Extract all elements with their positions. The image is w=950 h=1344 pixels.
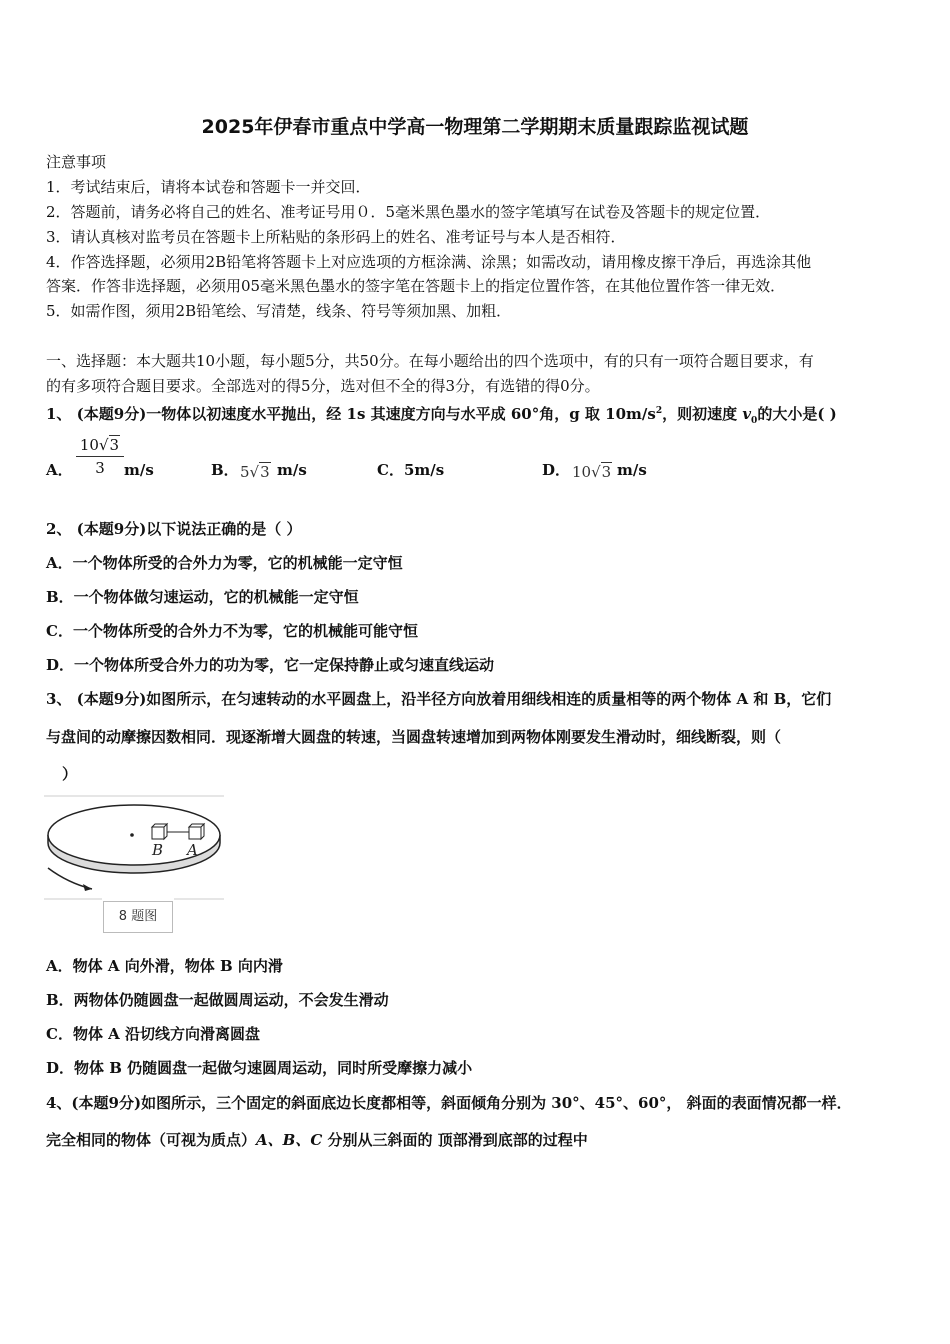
q2-option: D．一个物体所受合外力的功为零，它一定保持静止或匀速直线运动 [46,656,495,674]
q3-option: D．物体 B 仍随圆盘一起做匀速圆周运动，同时所受摩擦力减小 [46,1059,473,1077]
q1-option-b-value: 5√3 [240,463,270,481]
question-4-stem: 完全相同的物体（可视为质点）A、B、C 分别从三斜面的 顶部滑到底部的过程中 [46,1131,588,1149]
q1-option-b-unit: m/s [277,461,307,479]
question-2-stem: 2、 (本题9分)以下说法正确的是（ ） [46,520,302,538]
q2-option: A．一个物体所受的合外力为零，它的机械能一定守恒 [46,554,403,572]
q1-option-b-label: B． [211,461,239,479]
notice-item: 2．答题前，请务必将自己的姓名、准考证号用０．5毫米黑色墨水的签字笔填写在试卷及答题卡的规定位置． [46,203,771,221]
notice-item: 5．如需作图，须用2B铅笔绘、写清楚，线条、符号等须加黑、加粗． [46,302,512,320]
notice-item: 1．考试结束后，请将本试卷和答题卡一并交回． [46,178,371,196]
q1-option-d-unit: m/s [617,461,647,479]
page-title: 2025年伊春市重点中学高一物理第二学期期末质量跟踪监视试题 [201,116,749,138]
q1-option-d-label: D． [542,461,571,479]
svg-text:A: A [187,841,198,859]
figure-caption: 8 题图 [103,901,173,933]
question-3-stem: 3、 (本题9分)如图所示，在匀速转动的水平圆盘上，沿半径方向放着用细线相连的质量相等的两个物体 A 和 B，它们 [46,690,832,708]
notice-item: 答案．作答非选择题，必须用05毫米黑色墨水的签字笔在答题卡上的指定位置作答，在其他位置作答一律无效． [46,277,786,295]
question-1-stem: 1、 (本题9分)一物体以初速度水平抛出，经 1s 其速度方向与水平成 60°角，g 取 $10m/s^2$，则初速度 $v_0$的大小是( ) [46,405,837,426]
svg-text:B: B [152,841,164,859]
question-3-stem: 与盘间的动摩擦因数相同．现逐渐增大圆盘的转速，当圆盘转速增加到两物体刚要发生滑动时，细线断裂，则（ [46,728,782,746]
question-4-stem: 4、(本题9分)如图所示，三个固定的斜面底边长度都相等，斜面倾角分别为 30°、45°、60°， 斜面的表面情况都一样． [46,1094,852,1112]
q2-option: C．一个物体所受的合外力不为零，它的机械能可能守恒 [46,622,418,640]
section-intro: 一、选择题：本大题共10小题，每小题5分，共50分。在每小题给出的四个选项中，有的只有一项符合题目要求，有 [46,352,814,370]
q2-option: B．一个物体做匀速运动，它的机械能一定守恒 [46,588,359,606]
section-intro: 的有多项符合题目要求。全部选对的得5分，选对但不全的得3分，有选错的得0分。 [46,377,600,395]
q1-option-d-value: 10√3 [572,463,612,481]
q3-option: B．两物体仍随圆盘一起做圆周运动，不会发生滑动 [46,991,389,1009]
q3-option: A．物体 A 向外滑，物体 B 向内滑 [46,957,283,975]
q3-option: C．物体 A 沿切线方向滑离圆盘 [46,1025,261,1043]
notice-item: 4．作答选择题，必须用2B铅笔将答题卡上对应选项的方框涂满、涂黑；如需改动，请用橡皮擦干净后，再选涂其他 [46,253,812,271]
question-3-stem: ） [62,765,78,783]
q1-option-a-fraction: $\frac{10√3}{3}$ [76,436,124,477]
notice-item: 3．请认真核对监考员在答题卡上所粘贴的条形码上的姓名、准考证号与本人是否相符． [46,228,626,246]
notice-heading: 注意事项 [46,153,107,171]
q1-option-a-label: A． [46,461,73,479]
q1-option-c: C．5m/s [377,461,445,479]
q1-option-a-unit: m/s [124,461,154,479]
